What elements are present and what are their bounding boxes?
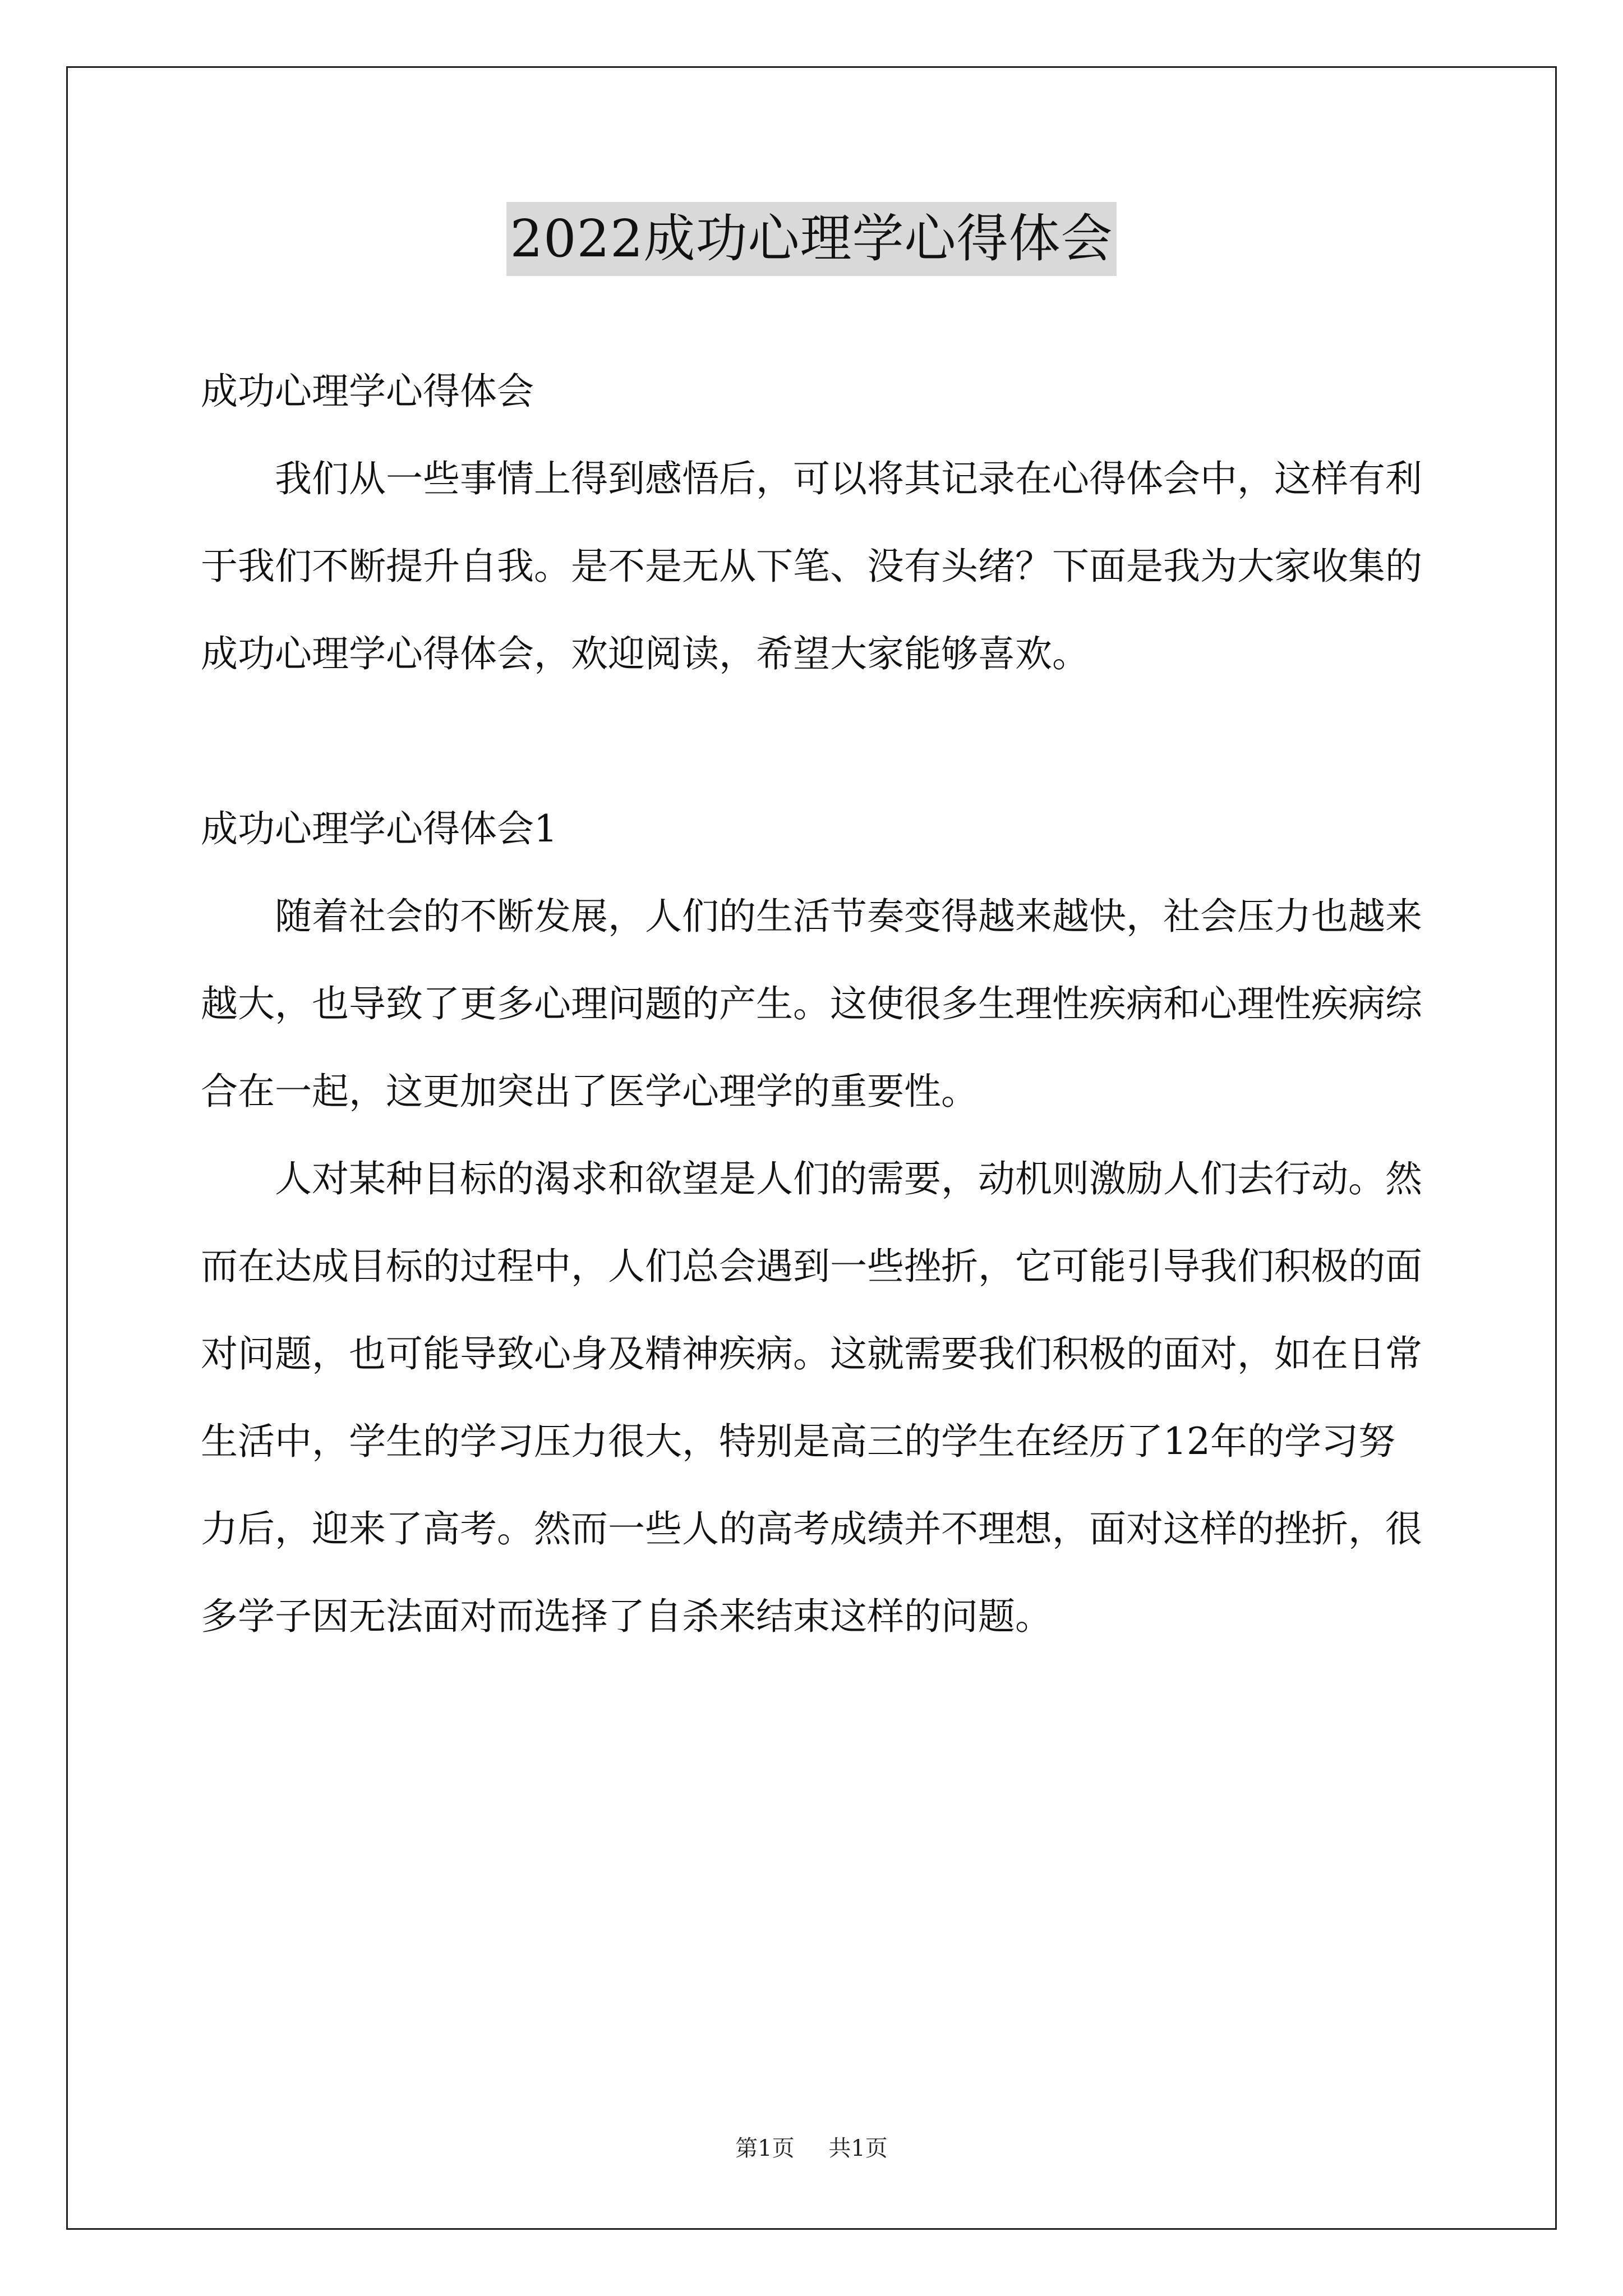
section-heading: 成功心理学心得体会 [201,370,534,413]
section-heading: 成功心理学心得体会1 [201,807,557,850]
section-spacer [201,698,1430,785]
intro-paragraph: 我们从一些事情上得到感悟后，可以将其记录在心得体会中，这样有利于我们不断提升自我。是不是无从下笔、没有头绪？下面是我为大家收集的成功心理学心得体会，欢迎阅读，希望大家能够喜欢。 [201,457,1422,675]
title-container [0,202,1623,276]
page-total: 共1页 [828,2136,888,2161]
document-body [201,348,1430,1660]
page-title: 2022成功心理学心得体会 [506,202,1116,276]
body-paragraph: 随着社会的不断发展，人们的生活节奏变得越来越快，社会压力也越来越大，也导致了更多心理问题的产生。这使很多生理性疾病和心理性疾病综合在一起，这更加突出了医学心理学的重要性。 [201,895,1422,1113]
page-footer [0,2132,1623,2165]
body-paragraph: 人对某种目标的渴求和欲望是人们的需要，动机则激励人们去行动。然而在达成目标的过程中，人们总会遇到一些挫折，它可能引导我们积极的面对问题，也可能导致心身及精神疾病。这就需要我们积极的面对，如在日常生活中，学生的学习压力很大，特别是高三的学生在经历了12年的学习努力后，迎来了高考。然而一些人的高考成绩并不理想，面对这样的挫折，很多学子因无法面对而选择了自杀来结束这样的问题。 [201,1157,1422,1638]
page-number: 第1页 [735,2136,795,2161]
